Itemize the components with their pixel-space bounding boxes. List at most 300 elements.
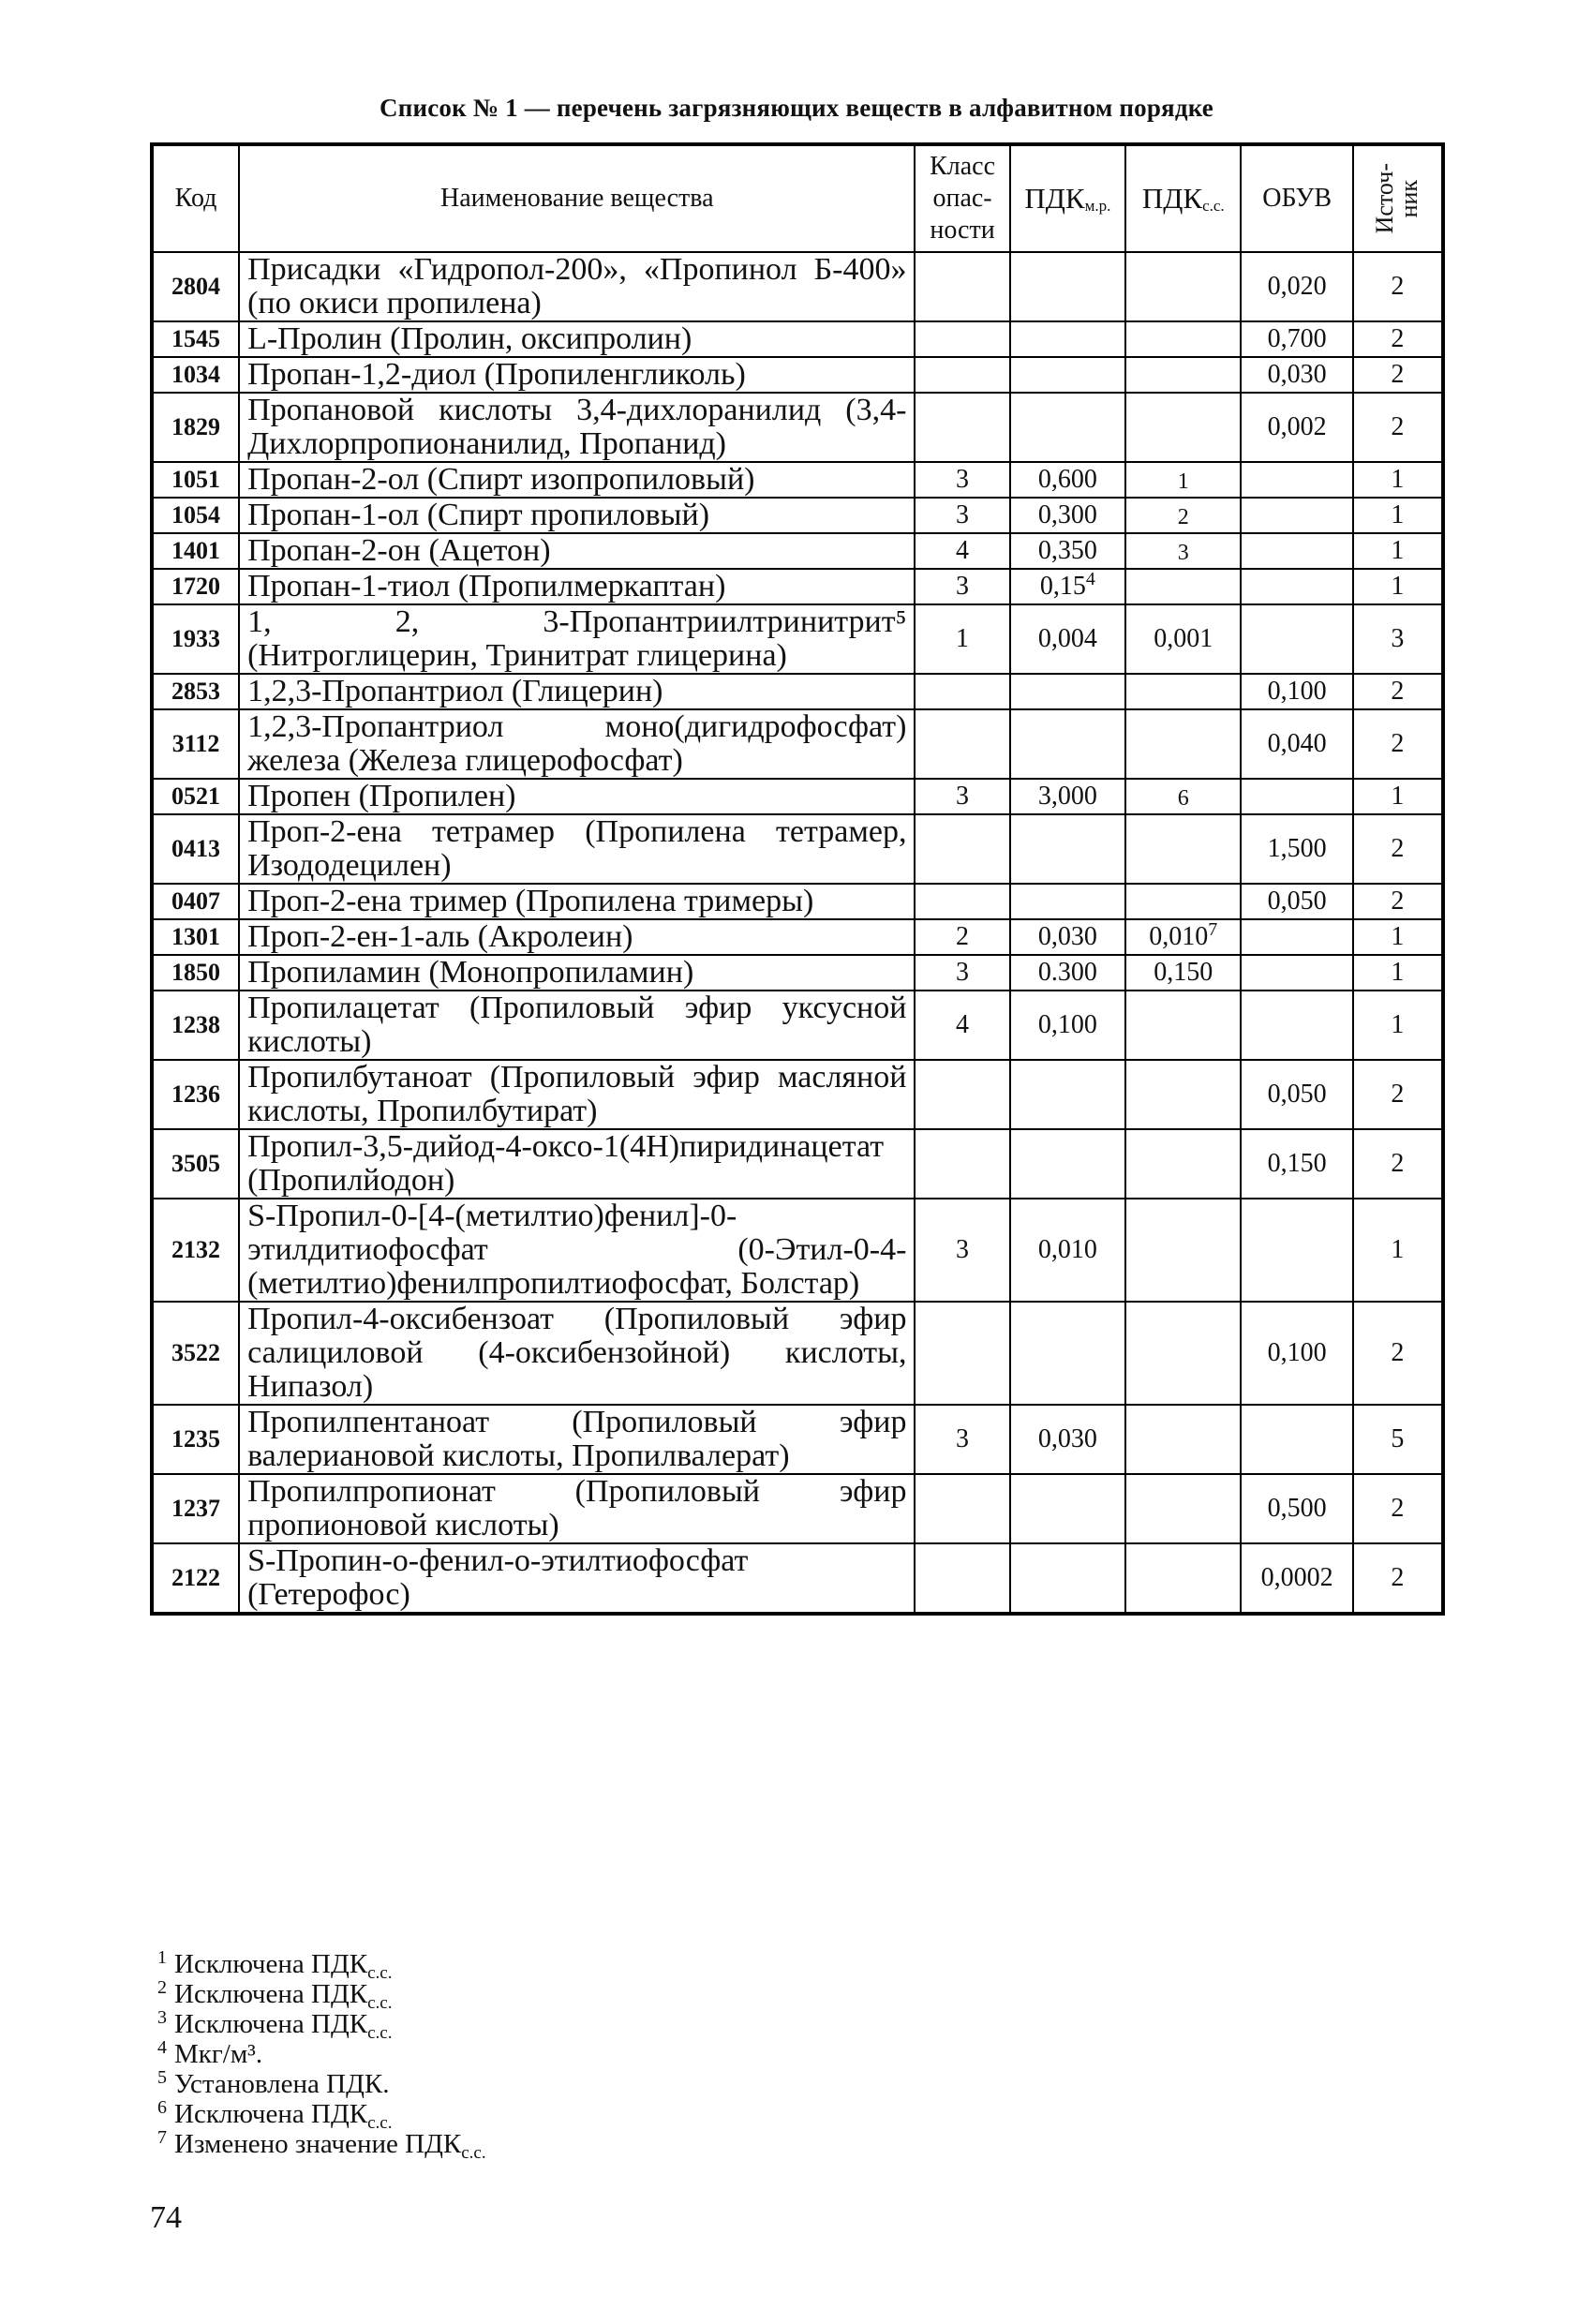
cell-obuv-value: 0,0002 xyxy=(1260,1563,1333,1592)
cell-obuv xyxy=(1241,357,1352,393)
cell-pdk-ss-footnote-mark: 7 xyxy=(1208,919,1218,940)
cell-name xyxy=(239,533,915,569)
cell-source xyxy=(1353,393,1443,462)
cell-source xyxy=(1353,604,1443,674)
cell-obuv-value: 0,500 xyxy=(1267,1494,1327,1523)
cell-pdk-ss xyxy=(1125,533,1241,569)
cell-source-value: 2 xyxy=(1391,1080,1405,1109)
cell-source xyxy=(1353,252,1443,321)
cell-code-value: 1545 xyxy=(171,325,221,352)
cell-pdk-ss xyxy=(1125,1474,1241,1543)
cell-pdk-mr xyxy=(1010,709,1125,779)
table-row xyxy=(152,498,1443,533)
cell-code xyxy=(152,321,239,357)
cell-source xyxy=(1353,357,1443,393)
table-row xyxy=(152,709,1443,779)
cell-pdk-mr xyxy=(1010,884,1125,919)
cell-source-value: 3 xyxy=(1391,624,1405,653)
cell-name-value: 1,2,3-Пропантриол моно(дигидрофосфат) железа (Железа глицерофосфат) xyxy=(247,709,907,778)
cell-pdk-mr-value: 0,100 xyxy=(1037,1010,1097,1039)
cell-pdk-ss xyxy=(1125,884,1241,919)
table-row xyxy=(152,321,1443,357)
cell-pdk-ss xyxy=(1125,498,1241,533)
cell-source-value: 1 xyxy=(1391,536,1405,565)
cell-hazard-class xyxy=(915,674,1009,709)
cell-source xyxy=(1353,814,1443,884)
cell-code-value: 3522 xyxy=(171,1339,221,1366)
cell-source-value: 2 xyxy=(1391,1149,1405,1178)
cell-pdk-mr xyxy=(1010,814,1125,884)
cell-code-value: 1238 xyxy=(171,1011,221,1038)
cell-obuv-value: 0,020 xyxy=(1267,272,1327,301)
cell-name xyxy=(239,1543,915,1614)
cell-name xyxy=(239,569,915,604)
footnote-text: Изменено значение ПДК xyxy=(174,2129,462,2159)
cell-obuv-value: 0,700 xyxy=(1267,324,1327,353)
footnote-number: 1 xyxy=(157,1947,167,1968)
cell-name-value: Пропил-4-оксибензоат (Пропиловый эфир салициловой (4-оксибензойной) кислоты, Нипазол) xyxy=(247,1302,907,1404)
cell-code-value: 2132 xyxy=(171,1236,221,1263)
cell-name xyxy=(239,919,915,955)
cell-name xyxy=(239,462,915,498)
cell-code xyxy=(152,955,239,991)
cell-obuv xyxy=(1241,393,1352,462)
cell-pdk-ss xyxy=(1125,1199,1241,1302)
cell-source xyxy=(1353,1474,1443,1543)
cell-pdk-mr-footnote-mark: 4 xyxy=(1085,569,1095,589)
cell-hazard-class xyxy=(915,357,1009,393)
cell-source-value: 2 xyxy=(1391,324,1405,353)
cell-name-value: Пропен (Пропилен) xyxy=(247,779,516,813)
header-obuv: ОБУВ xyxy=(1241,144,1352,252)
cell-obuv xyxy=(1241,569,1352,604)
table-row xyxy=(152,393,1443,462)
cell-source-value: 1 xyxy=(1391,782,1405,811)
cell-obuv xyxy=(1241,1199,1352,1302)
cell-pdk-ss xyxy=(1125,321,1241,357)
table-row xyxy=(152,674,1443,709)
cell-pdk-mr xyxy=(1010,1199,1125,1302)
cell-name-value: Присадки «Гидропол-200», «Пропинол Б-400» (по окиси пропилена) xyxy=(247,252,907,320)
cell-name-value: L-Пролин (Пролин, оксипролин) xyxy=(247,321,692,356)
cell-pdk-mr xyxy=(1010,393,1125,462)
footnote-subscript: с.с. xyxy=(367,2113,393,2133)
cell-obuv-value: 0,030 xyxy=(1267,360,1327,389)
cell-pdk-mr-value: 0.300 xyxy=(1037,958,1097,987)
cell-name xyxy=(239,1060,915,1129)
cell-name xyxy=(239,1199,915,1302)
cell-code-value: 0521 xyxy=(171,782,221,810)
cell-hazard-class xyxy=(915,884,1009,919)
cell-pdk-ss-value: 3 xyxy=(1177,540,1189,565)
cell-code-value: 0407 xyxy=(171,887,221,915)
cell-hazard-class xyxy=(915,1129,1009,1199)
cell-obuv xyxy=(1241,919,1352,955)
table-row xyxy=(152,919,1443,955)
table-row xyxy=(152,991,1443,1060)
cell-name-value: Пропан-1-ол (Спирт пропиловый) xyxy=(247,498,710,532)
cell-obuv-value: 0,100 xyxy=(1267,677,1327,706)
cell-source-value: 2 xyxy=(1391,886,1405,916)
cell-obuv xyxy=(1241,1405,1352,1474)
cell-name-value: Пропилбутаноат (Пропиловый эфир масляной кислоты, Пропилбутират) xyxy=(247,1060,907,1128)
header-name: Наименование вещества xyxy=(239,144,915,252)
cell-code-value: 1850 xyxy=(171,959,221,986)
cell-source xyxy=(1353,674,1443,709)
cell-code-value: 1720 xyxy=(171,573,221,600)
cell-name-value: Проп-2-ена тример (Пропилена тримеры) xyxy=(247,884,814,918)
cell-name-value: 1,2,3-Пропантриол (Глицерин) xyxy=(247,674,663,708)
footnote-text: Мкг/м³. xyxy=(174,2039,263,2069)
cell-pdk-mr xyxy=(1010,252,1125,321)
cell-name-value: Пропиламин (Монопропиламин) xyxy=(247,955,694,990)
cell-name-value: S-Пропил-0-[4-(метилтио)фенил]-0-этилдитиофосфат (0-Этил-0-4-(метилтио)фенилпропилтиофосфат, Болстар) xyxy=(247,1199,907,1301)
cell-pdk-mr-value: 0,010 xyxy=(1037,1235,1097,1264)
cell-pdk-ss xyxy=(1125,955,1241,991)
cell-pdk-ss xyxy=(1125,991,1241,1060)
cell-source-value: 1 xyxy=(1391,922,1405,951)
footnote-subscript: с.с. xyxy=(461,2143,486,2163)
cell-hazard-class-value: 2 xyxy=(956,922,970,951)
cell-hazard-class-value: 3 xyxy=(956,1235,970,1264)
cell-name xyxy=(239,991,915,1060)
cell-hazard-class-value: 1 xyxy=(956,624,970,653)
cell-source-value: 2 xyxy=(1391,729,1405,758)
cell-source-value: 2 xyxy=(1391,834,1405,863)
cell-pdk-mr xyxy=(1010,1405,1125,1474)
cell-source xyxy=(1353,1060,1443,1129)
cell-pdk-mr-value: 3,000 xyxy=(1037,782,1097,811)
cell-hazard-class xyxy=(915,604,1009,674)
table-row xyxy=(152,1302,1443,1405)
cell-obuv xyxy=(1241,1060,1352,1129)
cell-pdk-mr-value: 0,004 xyxy=(1037,624,1097,653)
cell-pdk-mr-value: 0,030 xyxy=(1037,1424,1097,1453)
cell-pdk-mr xyxy=(1010,991,1125,1060)
cell-code-value: 1054 xyxy=(171,501,221,529)
header-source xyxy=(1353,144,1443,252)
table-row xyxy=(152,569,1443,604)
cell-hazard-class-value: 3 xyxy=(956,500,970,529)
cell-name-value: Проп-2-ена тетрамер (Пропилена тетрамер, Изододецилен) xyxy=(247,814,907,883)
cell-pdk-ss xyxy=(1125,1129,1241,1199)
cell-name xyxy=(239,321,915,357)
cell-code xyxy=(152,462,239,498)
cell-hazard-class xyxy=(915,779,1009,814)
footnote-number: 6 xyxy=(157,2097,167,2118)
table-row xyxy=(152,357,1443,393)
cell-code-value: 2804 xyxy=(171,273,221,300)
page-title: Список № 1 — перечень загрязняющих веществ в алфавитном порядке xyxy=(380,94,1213,122)
cell-name-value: 1, 2, 3-Пропантриилтринитрит⁵ (Нитроглицерин, Тринитрат глицерина) xyxy=(247,604,907,673)
cell-pdk-ss xyxy=(1125,569,1241,604)
header-code: Код xyxy=(152,144,239,252)
cell-pdk-mr xyxy=(1010,955,1125,991)
cell-source xyxy=(1353,884,1443,919)
cell-hazard-class xyxy=(915,498,1009,533)
cell-pdk-ss-value: 0,010 xyxy=(1149,922,1209,951)
cell-name-value: Пропил-3,5-дийод-4-оксо-1(4Н)пиридинацетат (Пропилйодон) xyxy=(247,1129,885,1198)
cell-code-value: 1301 xyxy=(171,923,221,950)
cell-code xyxy=(152,1474,239,1543)
cell-source xyxy=(1353,498,1443,533)
cell-hazard-class xyxy=(915,1474,1009,1543)
cell-hazard-class xyxy=(915,1405,1009,1474)
cell-source-value: 1 xyxy=(1391,572,1405,601)
table-row xyxy=(152,533,1443,569)
header-pdk-ss-sub: с.с. xyxy=(1202,197,1225,215)
cell-obuv xyxy=(1241,321,1352,357)
cell-code xyxy=(152,919,239,955)
cell-pdk-mr xyxy=(1010,462,1125,498)
cell-name xyxy=(239,955,915,991)
footnote-text: Исключена ПДК xyxy=(174,1949,368,1979)
cell-hazard-class xyxy=(915,1199,1009,1302)
cell-pdk-ss xyxy=(1125,919,1241,955)
cell-source xyxy=(1353,462,1443,498)
table-header-row xyxy=(152,144,1443,252)
cell-code-value: 1237 xyxy=(171,1495,221,1522)
footnote-item xyxy=(157,2097,813,2133)
cell-hazard-class-value: 3 xyxy=(956,465,970,494)
footnote-item xyxy=(157,1977,813,2013)
cell-pdk-mr xyxy=(1010,321,1125,357)
header-pdk-mr-sub: м.р. xyxy=(1084,197,1111,215)
cell-pdk-mr xyxy=(1010,569,1125,604)
cell-obuv-value: 0,050 xyxy=(1267,886,1327,916)
cell-pdk-ss xyxy=(1125,1060,1241,1129)
header-pdk-mr xyxy=(1010,144,1125,252)
cell-name xyxy=(239,252,915,321)
cell-code-value: 1051 xyxy=(171,466,221,493)
cell-name xyxy=(239,1302,915,1405)
cell-code xyxy=(152,814,239,884)
cell-source-value: 2 xyxy=(1391,412,1405,441)
cell-pdk-mr-value: 0,030 xyxy=(1037,922,1097,951)
table-row xyxy=(152,604,1443,674)
cell-hazard-class-value: 4 xyxy=(956,536,970,565)
cell-pdk-ss xyxy=(1125,674,1241,709)
cell-pdk-mr xyxy=(1010,498,1125,533)
cell-pdk-ss xyxy=(1125,604,1241,674)
cell-source-value: 1 xyxy=(1391,465,1405,494)
cell-code-value: 1236 xyxy=(171,1080,221,1108)
footnote-text: Исключена ПДК xyxy=(174,2009,368,2039)
cell-source xyxy=(1353,321,1443,357)
cell-code xyxy=(152,498,239,533)
cell-pdk-mr-value: 0,600 xyxy=(1037,465,1097,494)
cell-obuv xyxy=(1241,1129,1352,1199)
cell-name xyxy=(239,1129,915,1199)
footnote-number: 4 xyxy=(157,2037,167,2058)
cell-hazard-class-value: 3 xyxy=(956,1424,970,1453)
cell-code xyxy=(152,1405,239,1474)
cell-code-value: 0413 xyxy=(171,835,221,862)
cell-code xyxy=(152,674,239,709)
table-row xyxy=(152,252,1443,321)
cell-pdk-ss xyxy=(1125,357,1241,393)
cell-code xyxy=(152,393,239,462)
cell-pdk-ss xyxy=(1125,462,1241,498)
cell-obuv xyxy=(1241,779,1352,814)
cell-obuv-value: 0,150 xyxy=(1267,1149,1327,1178)
cell-code-value: 1034 xyxy=(171,361,221,388)
cell-hazard-class xyxy=(915,1302,1009,1405)
pollutants-table xyxy=(150,142,1445,1616)
cell-source xyxy=(1353,919,1443,955)
cell-name xyxy=(239,357,915,393)
cell-source xyxy=(1353,1543,1443,1614)
cell-hazard-class xyxy=(915,252,1009,321)
footnote-item xyxy=(157,2007,813,2043)
cell-hazard-class-value: 3 xyxy=(956,782,970,811)
footnote-text: Исключена ПДК xyxy=(174,1979,368,2009)
cell-name xyxy=(239,393,915,462)
table-row xyxy=(152,1199,1443,1302)
cell-code-value: 1829 xyxy=(171,413,221,440)
cell-pdk-ss xyxy=(1125,1405,1241,1474)
footnote-subscript: с.с. xyxy=(367,1963,393,1983)
cell-name xyxy=(239,709,915,779)
footnote-subscript: с.с. xyxy=(367,2023,393,2043)
cell-pdk-mr-value: 0,350 xyxy=(1037,536,1097,565)
cell-pdk-ss xyxy=(1125,779,1241,814)
cell-pdk-mr xyxy=(1010,674,1125,709)
cell-code xyxy=(152,991,239,1060)
cell-code-value: 1235 xyxy=(171,1425,221,1452)
cell-hazard-class xyxy=(915,1543,1009,1614)
cell-source xyxy=(1353,533,1443,569)
cell-name-value: Пропилпентаноат (Пропиловый эфир валериановой кислоты, Пропилвалерат) xyxy=(247,1405,907,1473)
cell-source xyxy=(1353,709,1443,779)
cell-source-value: 2 xyxy=(1391,1563,1405,1592)
cell-obuv xyxy=(1241,709,1352,779)
cell-pdk-mr-value: 0,300 xyxy=(1037,500,1097,529)
table-row xyxy=(152,884,1443,919)
table-row xyxy=(152,814,1443,884)
cell-code-value: 2853 xyxy=(171,678,221,705)
cell-pdk-mr xyxy=(1010,1302,1125,1405)
cell-source-value: 2 xyxy=(1391,1338,1405,1367)
table-row xyxy=(152,955,1443,991)
cell-hazard-class xyxy=(915,991,1009,1060)
cell-obuv-value: 0,040 xyxy=(1267,729,1327,758)
cell-pdk-ss-value: 0,150 xyxy=(1154,958,1213,987)
cell-name-value: Пропан-2-ол (Спирт изопропиловый) xyxy=(247,462,755,497)
footnote-item xyxy=(157,1947,813,1983)
cell-obuv xyxy=(1241,814,1352,884)
cell-pdk-mr xyxy=(1010,919,1125,955)
cell-obuv xyxy=(1241,955,1352,991)
cell-name xyxy=(239,604,915,674)
cell-obuv-value: 0,100 xyxy=(1267,1338,1327,1367)
cell-code-value: 3505 xyxy=(171,1150,221,1177)
cell-source xyxy=(1353,1405,1443,1474)
cell-name xyxy=(239,1405,915,1474)
footnote-number: 3 xyxy=(157,2007,167,2028)
cell-obuv-value: 0,002 xyxy=(1267,412,1327,441)
cell-obuv xyxy=(1241,604,1352,674)
cell-source xyxy=(1353,955,1443,991)
cell-hazard-class xyxy=(915,533,1009,569)
cell-pdk-mr xyxy=(1010,1129,1125,1199)
cell-name-value: Пропилацетат (Пропиловый эфир уксусной кислоты) xyxy=(247,991,907,1059)
table-row xyxy=(152,1474,1443,1543)
cell-pdk-ss xyxy=(1125,393,1241,462)
cell-obuv xyxy=(1241,533,1352,569)
cell-obuv xyxy=(1241,991,1352,1060)
cell-obuv xyxy=(1241,1302,1352,1405)
cell-obuv xyxy=(1241,884,1352,919)
cell-name xyxy=(239,884,915,919)
cell-obuv xyxy=(1241,674,1352,709)
cell-hazard-class-value: 3 xyxy=(956,958,970,987)
cell-hazard-class xyxy=(915,569,1009,604)
cell-code xyxy=(152,252,239,321)
footnote-text: Установлена ПДК. xyxy=(174,2069,390,2099)
cell-obuv xyxy=(1241,1543,1352,1614)
cell-code xyxy=(152,569,239,604)
table-row xyxy=(152,779,1443,814)
footnote-subscript: с.с. xyxy=(367,1993,393,2013)
footnote-item xyxy=(157,2039,813,2069)
cell-obuv xyxy=(1241,252,1352,321)
cell-source xyxy=(1353,1302,1443,1405)
cell-source-value: 2 xyxy=(1391,360,1405,389)
cell-pdk-mr xyxy=(1010,779,1125,814)
header-pdk-ss-label: ПДК xyxy=(1141,182,1203,215)
cell-pdk-ss xyxy=(1125,709,1241,779)
cell-obuv-value: 0,050 xyxy=(1267,1080,1327,1109)
table-body xyxy=(152,252,1443,1614)
cell-name-value: Пропан-2-он (Ацетон) xyxy=(247,533,551,568)
cell-pdk-ss xyxy=(1125,1302,1241,1405)
cell-source xyxy=(1353,1199,1443,1302)
cell-name-value: S-Пропин-о-фенил-о-этилтиофосфат (Гетерофос) xyxy=(247,1543,749,1612)
cell-pdk-ss-value: 6 xyxy=(1177,785,1189,811)
cell-code-value: 1933 xyxy=(171,625,221,652)
table-row xyxy=(152,1129,1443,1199)
cell-pdk-ss xyxy=(1125,814,1241,884)
cell-pdk-mr xyxy=(1010,604,1125,674)
footnote-number: 2 xyxy=(157,1977,167,1998)
footnote-item xyxy=(157,2069,813,2099)
cell-obuv xyxy=(1241,462,1352,498)
cell-pdk-ss xyxy=(1125,1543,1241,1614)
cell-code-value: 2122 xyxy=(171,1564,221,1591)
header-pdk-ss xyxy=(1125,144,1241,252)
cell-obuv-value: 1,500 xyxy=(1267,834,1327,863)
cell-name xyxy=(239,674,915,709)
cell-name xyxy=(239,814,915,884)
cell-source-value: 2 xyxy=(1391,677,1405,706)
cell-source-value: 2 xyxy=(1391,272,1405,301)
header-hazard-class: Класс опас- ности xyxy=(915,144,1009,252)
footnote-item xyxy=(157,2127,813,2163)
cell-name-value: Пропан-1,2-диол (Пропиленгликоль) xyxy=(247,357,746,392)
cell-code xyxy=(152,1302,239,1405)
cell-source-value: 1 xyxy=(1391,1010,1405,1039)
cell-pdk-ss-value: 2 xyxy=(1177,504,1189,529)
cell-hazard-class xyxy=(915,462,1009,498)
header-source-label: Источ- ник xyxy=(1371,163,1423,234)
cell-code xyxy=(152,1060,239,1129)
cell-name-value: Пропилпропионат (Пропиловый эфир пропионовой кислоты) xyxy=(247,1474,907,1542)
cell-pdk-ss-value: 0,001 xyxy=(1154,624,1213,653)
table-row xyxy=(152,1405,1443,1474)
cell-code xyxy=(152,884,239,919)
cell-hazard-class xyxy=(915,709,1009,779)
